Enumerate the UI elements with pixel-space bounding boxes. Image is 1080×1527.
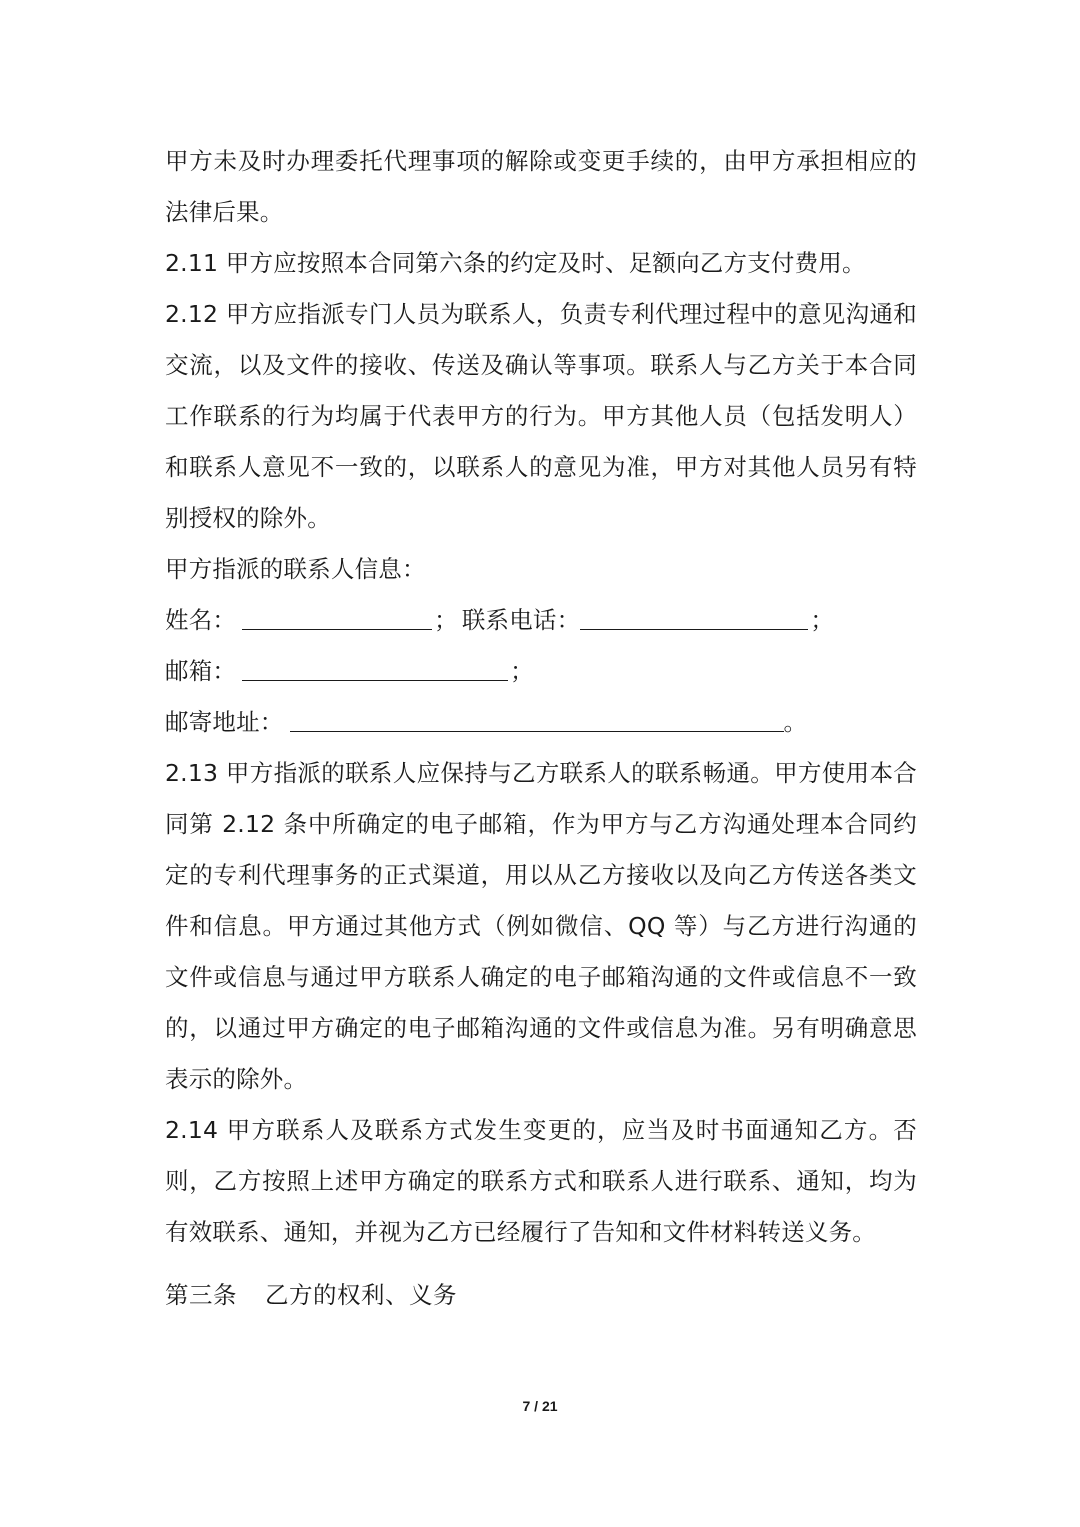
contact-name-phone-row: [165, 595, 917, 646]
phone-blank-line[interactable]: [580, 613, 808, 630]
end-mark: 。: [783, 708, 808, 736]
article-number: 第三条: [165, 1281, 237, 1309]
contact-email-row: [165, 646, 917, 697]
clause-2-12: 2.12 甲方应指派专门人员为联系人，负责专利代理过程中的意见沟通和交流，以及文件的接收、传送及确认等事项。联系人与乙方关于本合同工作联系的行为均属于代表甲方的行为。甲方其他人员（包括发明人）和联系人意见不一致的，以联系人的意见为准，甲方对其他人员另有特别授权的除外。: [165, 300, 917, 532]
contact-address-row: [165, 697, 917, 748]
name-label: 姓名：: [165, 606, 237, 634]
clause-2-13: 2.13 甲方指派的联系人应保持与乙方联系人的联系畅通。甲方使用本合同第 2.12 条中所确定的电子邮箱，作为甲方与乙方沟通处理本合同约定的专利代理事务的正式渠道，用以从乙方接收以及向乙方传送各类文件和信息。甲方通过其他方式（例如微信、QQ 等）与乙方进行沟通的文件或信息与通过甲方联系人确定的电子邮箱沟通的文件或信息不一致的，以通过甲方确定的电子邮箱沟通的文件或信息为准。另有明确意思表示的除外。: [165, 759, 917, 1093]
page-content: [165, 136, 917, 1321]
name-blank-line[interactable]: [242, 613, 432, 630]
page-number: 7 / 21: [522, 1398, 558, 1414]
article-title: 乙方的权利、义务: [265, 1281, 457, 1309]
email-label: 邮箱：: [165, 657, 237, 685]
contact-info-intro: 甲方指派的联系人信息：: [165, 555, 426, 583]
clause-2-14: 2.14 甲方联系人及联系方式发生变更的，应当及时书面通知乙方。否则，乙方按照上述甲方确定的联系方式和联系人进行联系、通知，均为有效联系、通知，并视为乙方已经履行了告知和文件材料转送义务。: [165, 1116, 917, 1246]
paragraph-continuation: 甲方未及时办理委托代理事项的解除或变更手续的，由甲方承担相应的法律后果。: [165, 147, 917, 226]
email-blank-line[interactable]: [242, 664, 508, 681]
separator: ；: [434, 606, 458, 634]
phone-label: 联系电话：: [461, 606, 581, 634]
clause-2-11: 2.11 甲方应按照本合同第六条的约定及时、足额向乙方支付费用。: [165, 249, 866, 277]
address-blank-line[interactable]: [290, 715, 784, 732]
separator: ；: [810, 606, 835, 634]
separator: ；: [510, 657, 534, 685]
address-label: 邮寄地址：: [165, 708, 284, 736]
article-heading: [165, 1270, 917, 1321]
